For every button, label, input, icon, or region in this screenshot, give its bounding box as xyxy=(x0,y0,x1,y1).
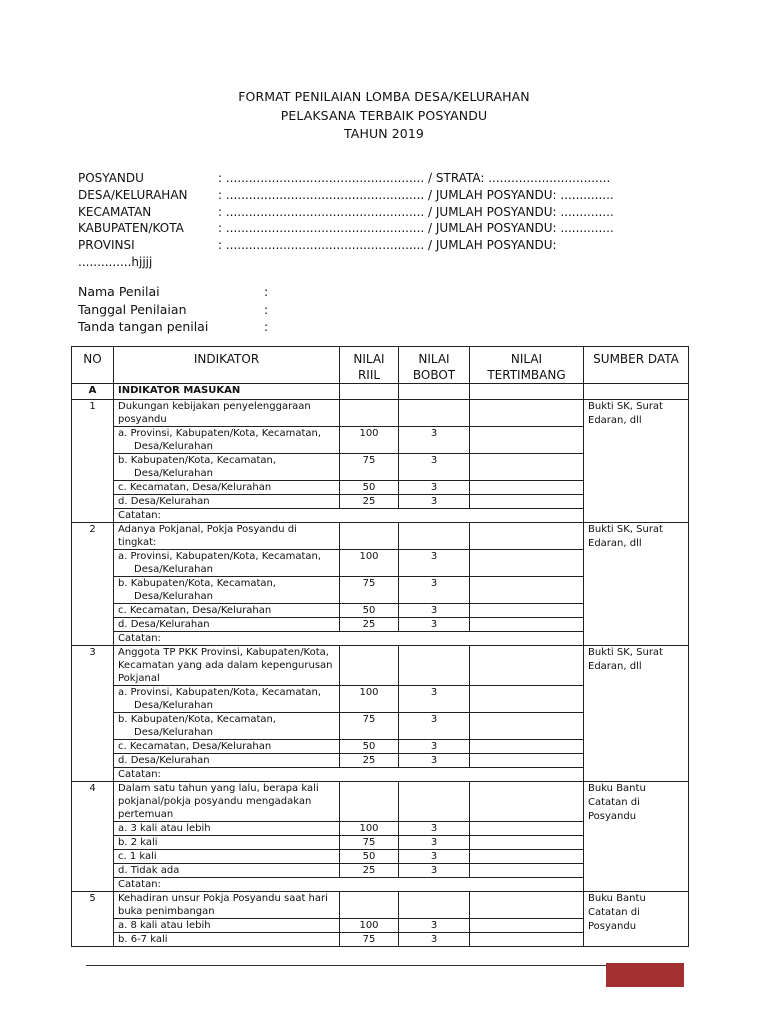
option-text: b. Kabupaten/Kota, Kecamatan, Desa/Kelurahan xyxy=(114,577,340,604)
note-label[interactable]: Catatan: xyxy=(114,632,584,646)
option-nilai-riil: 50 xyxy=(340,481,399,495)
option-nilai-tertimbang[interactable] xyxy=(470,495,584,509)
cell-bobot[interactable] xyxy=(399,523,470,550)
option-text: c. Kecamatan, Desa/Kelurahan xyxy=(114,740,340,754)
identity-value[interactable]: : .................................................... / JUMLAH POSYANDU: .............. xyxy=(218,221,614,236)
cell-bobot[interactable] xyxy=(399,646,470,686)
option-nilai-tertimbang[interactable] xyxy=(470,836,584,850)
doc-title-line1: FORMAT PENILAIAN LOMBA DESA/KELURAHAN xyxy=(238,89,530,104)
indicator-no: 1 xyxy=(72,400,114,523)
option-nilai-tertimbang[interactable] xyxy=(470,604,584,618)
cell-tertimbang[interactable] xyxy=(470,523,584,550)
option-nilai-tertimbang[interactable] xyxy=(470,481,584,495)
indicator-source: Bukti SK, Surat Edaran, dll xyxy=(584,400,689,523)
indicator-title-row xyxy=(72,892,689,919)
indicator-title: Dukungan kebijakan penyelenggaraan posyandu xyxy=(114,400,340,427)
option-nilai-bobot: 3 xyxy=(399,604,470,618)
identity-value[interactable]: : .................................................... / STRATA: ................................ xyxy=(218,171,611,185)
option-text: a. 8 kali atau lebih xyxy=(114,919,340,933)
cell-tertimbang[interactable] xyxy=(470,892,584,919)
option-nilai-bobot: 3 xyxy=(399,850,470,864)
cell-tertimbang[interactable] xyxy=(470,646,584,686)
identity-label: KABUPATEN/KOTA xyxy=(78,221,184,236)
option-nilai-tertimbang[interactable] xyxy=(470,850,584,864)
indicator-no: 4 xyxy=(72,782,114,892)
section-no: A xyxy=(72,384,114,400)
cell-bobot[interactable] xyxy=(399,400,470,427)
option-nilai-tertimbang[interactable] xyxy=(470,933,584,947)
identity-value[interactable]: : .................................................... / JUMLAH POSYANDU: xyxy=(218,238,557,253)
option-nilai-tertimbang[interactable] xyxy=(470,754,584,768)
option-nilai-riil: 50 xyxy=(340,604,399,618)
note-label[interactable]: Catatan: xyxy=(114,878,584,892)
option-text: d. Desa/Kelurahan xyxy=(114,618,340,632)
option-nilai-bobot: 3 xyxy=(399,836,470,850)
option-text: a. Provinsi, Kabupaten/Kota, Kecamatan, Desa/Kelurahan xyxy=(114,550,340,577)
cell-bobot[interactable] xyxy=(399,782,470,822)
option-nilai-tertimbang[interactable] xyxy=(470,454,584,481)
identity-value[interactable]: : .................................................... / JUMLAH POSYANDU: .............. xyxy=(218,187,614,202)
option-nilai-riil: 100 xyxy=(340,550,399,577)
identity-label: KECAMATAN xyxy=(78,204,152,219)
option-nilai-riil: 75 xyxy=(340,713,399,740)
header-nilai-tertimbang: NILAI TERTIMBANG xyxy=(470,347,584,384)
option-text: b. 6-7 kali xyxy=(114,933,340,947)
note-label[interactable]: Catatan: xyxy=(114,509,584,523)
header-indikator: INDIKATOR xyxy=(114,347,340,384)
option-nilai-tertimbang[interactable] xyxy=(470,713,584,740)
evaluator-label: Tanggal Penilaian xyxy=(78,301,187,317)
option-nilai-riil: 50 xyxy=(340,740,399,754)
option-nilai-bobot: 3 xyxy=(399,454,470,481)
evaluator-label: Tanda tangan penilai xyxy=(78,319,209,334)
identity-value[interactable]: : .................................................... / JUMLAH POSYANDU: .............. xyxy=(218,204,614,219)
option-nilai-bobot: 3 xyxy=(399,754,470,768)
option-nilai-bobot: 3 xyxy=(399,686,470,713)
option-nilai-bobot: 3 xyxy=(399,577,470,604)
option-text: d. Desa/Kelurahan xyxy=(114,495,340,509)
option-nilai-riil: 100 xyxy=(340,427,399,454)
cell-tertimbang[interactable] xyxy=(470,782,584,822)
footer-accent-block xyxy=(606,963,684,987)
empty-cell xyxy=(584,384,689,400)
option-nilai-riil: 100 xyxy=(340,919,399,933)
option-text: a. 3 kali atau lebih xyxy=(114,822,340,836)
indicator-title: Anggota TP PKK Provinsi, Kabupaten/Kota, Kecamatan yang ada dalam kepengurusan Pokjanal xyxy=(114,646,340,686)
option-nilai-bobot: 3 xyxy=(399,864,470,878)
option-nilai-bobot: 3 xyxy=(399,550,470,577)
evaluator-label: Nama Penilai xyxy=(78,284,160,299)
cell-riil[interactable] xyxy=(340,646,399,686)
option-nilai-tertimbang[interactable] xyxy=(470,822,584,836)
header-no: NO xyxy=(72,347,114,384)
note-label[interactable]: Catatan: xyxy=(114,768,584,782)
option-nilai-bobot: 3 xyxy=(399,919,470,933)
indicator-title: Adanya Pokjanal, Pokja Posyandu di tingkat: xyxy=(114,523,340,550)
option-text: c. 1 kali xyxy=(114,850,340,864)
evaluator-colon: : xyxy=(264,284,269,299)
doc-title-line2: PELAKSANA TERBAIK POSYANDU xyxy=(280,108,488,123)
cell-riil[interactable] xyxy=(340,400,399,427)
cell-riil[interactable] xyxy=(340,523,399,550)
option-text: c. Kecamatan, Desa/Kelurahan xyxy=(114,604,340,618)
option-nilai-bobot: 3 xyxy=(399,740,470,754)
indicator-title: Kehadiran unsur Pokja Posyandu saat hari buka penimbangan xyxy=(114,892,340,919)
option-nilai-tertimbang[interactable] xyxy=(470,919,584,933)
option-nilai-tertimbang[interactable] xyxy=(470,740,584,754)
assessment-table xyxy=(71,346,689,947)
option-nilai-bobot: 3 xyxy=(399,427,470,454)
option-nilai-bobot: 3 xyxy=(399,822,470,836)
evaluator-colon: : xyxy=(264,319,269,334)
cell-bobot[interactable] xyxy=(399,892,470,919)
indicator-title-row xyxy=(72,400,689,427)
option-nilai-bobot: 3 xyxy=(399,481,470,495)
option-text: a. Provinsi, Kabupaten/Kota, Kecamatan, Desa/Kelurahan xyxy=(114,686,340,713)
cell-riil[interactable] xyxy=(340,892,399,919)
option-nilai-riil: 25 xyxy=(340,618,399,632)
identity-label: POSYANDU xyxy=(78,171,144,185)
table-header-row xyxy=(72,347,689,384)
option-nilai-riil: 100 xyxy=(340,686,399,713)
section-label: INDIKATOR MASUKAN xyxy=(114,384,340,400)
header-nilai-bobot: NILAI BOBOT xyxy=(399,347,470,384)
option-nilai-tertimbang[interactable] xyxy=(470,864,584,878)
indicator-title-row xyxy=(72,523,689,550)
option-text: b. Kabupaten/Kota, Kecamatan, Desa/Kelurahan xyxy=(114,713,340,740)
indicator-no: 2 xyxy=(72,523,114,646)
option-nilai-tertimbang[interactable] xyxy=(470,618,584,632)
option-nilai-riil: 75 xyxy=(340,836,399,850)
identity-label: PROVINSI xyxy=(78,238,135,253)
option-nilai-tertimbang[interactable] xyxy=(470,577,584,604)
option-nilai-riil: 100 xyxy=(340,822,399,836)
option-text: c. Kecamatan, Desa/Kelurahan xyxy=(114,481,340,495)
indicator-title-row xyxy=(72,646,689,686)
option-nilai-tertimbang[interactable] xyxy=(470,427,584,454)
header-sumber-data: SUMBER DATA xyxy=(584,347,689,384)
option-text: d. Tidak ada xyxy=(114,864,340,878)
empty-cell xyxy=(470,384,584,400)
option-nilai-riil: 75 xyxy=(340,933,399,947)
option-nilai-riil: 50 xyxy=(340,850,399,864)
cell-tertimbang[interactable] xyxy=(470,400,584,427)
evaluator-colon: : xyxy=(264,301,269,317)
option-nilai-bobot: 3 xyxy=(399,713,470,740)
indicator-title: Dalam satu tahun yang lalu, berapa kali pokjanal/pokja posyandu mengadakan pertemuan xyxy=(114,782,340,822)
option-nilai-tertimbang[interactable] xyxy=(470,686,584,713)
indicator-no: 3 xyxy=(72,646,114,782)
empty-cell xyxy=(340,384,399,400)
indicator-no: 5 xyxy=(72,892,114,947)
identity-continuation: ..............hjjjj xyxy=(78,254,153,269)
option-text: a. Provinsi, Kabupaten/Kota, Kecamatan, Desa/Kelurahan xyxy=(114,427,340,454)
header-nilai-riil: NILAI RIIL xyxy=(340,347,399,384)
option-nilai-riil: 75 xyxy=(340,577,399,604)
option-nilai-riil: 75 xyxy=(340,454,399,481)
option-nilai-riil: 25 xyxy=(340,495,399,509)
empty-cell xyxy=(399,384,470,400)
option-nilai-riil: 25 xyxy=(340,864,399,878)
indicator-source: Bukti SK, Surat Edaran, dll xyxy=(584,523,689,646)
indicator-source: Buku Bantu Catatan di Posyandu xyxy=(584,892,689,947)
section-row xyxy=(72,384,689,400)
option-text: b. Kabupaten/Kota, Kecamatan, Desa/Kelurahan xyxy=(114,454,340,481)
indicator-title-row xyxy=(72,782,689,822)
indicator-source: Bukti SK, Surat Edaran, dll xyxy=(584,646,689,782)
footer-rule xyxy=(86,965,684,966)
option-nilai-riil: 25 xyxy=(340,754,399,768)
option-text: b. 2 kali xyxy=(114,836,340,850)
indicator-source: Buku Bantu Catatan di Posyandu xyxy=(584,782,689,892)
cell-riil[interactable] xyxy=(340,782,399,822)
option-text: d. Desa/Kelurahan xyxy=(114,754,340,768)
option-nilai-tertimbang[interactable] xyxy=(470,550,584,577)
doc-title-line3: TAHUN 2019 xyxy=(344,126,424,141)
option-nilai-bobot: 3 xyxy=(399,933,470,947)
identity-label: DESA/KELURAHAN xyxy=(78,187,188,202)
option-nilai-bobot: 3 xyxy=(399,618,470,632)
option-nilai-bobot: 3 xyxy=(399,495,470,509)
